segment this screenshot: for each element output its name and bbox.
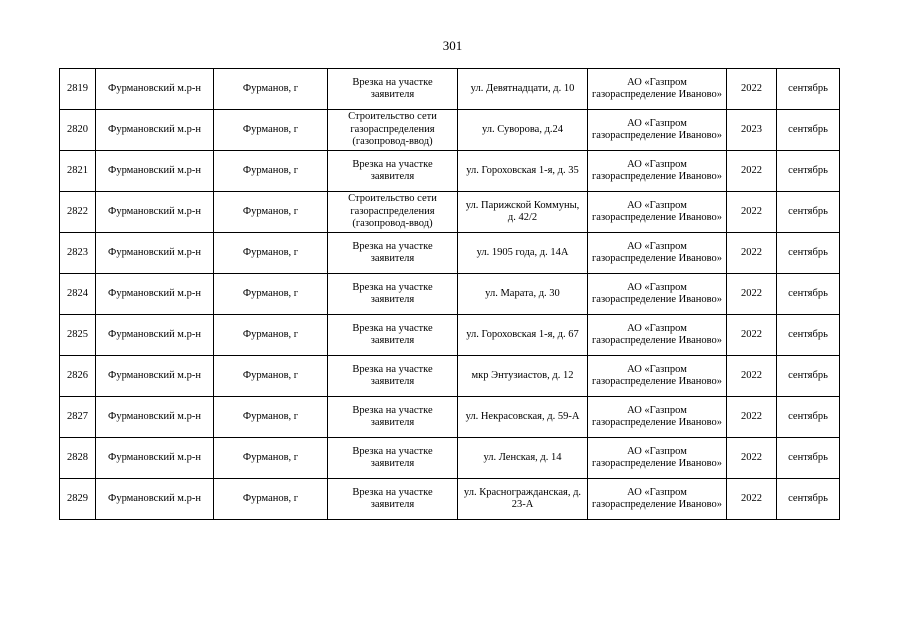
address-cell: ул. Марата, д. 30 <box>458 274 588 315</box>
month-cell: сентябрь <box>777 397 840 438</box>
row-number: 2826 <box>60 356 96 397</box>
month-cell: сентябрь <box>777 356 840 397</box>
address-cell: ул. Суворова, д.24 <box>458 110 588 151</box>
table-row <box>60 274 840 315</box>
organization-cell: АО «Газпром газораспределение Иваново» <box>588 315 727 356</box>
month-cell: сентябрь <box>777 192 840 233</box>
month-cell: сентябрь <box>777 438 840 479</box>
table-row <box>60 151 840 192</box>
gas-connection-table <box>59 68 840 520</box>
table-row <box>60 69 840 110</box>
month-cell: сентябрь <box>777 315 840 356</box>
city-cell: Фурманов, г <box>214 110 328 151</box>
address-cell: ул. 1905 года, д. 14А <box>458 233 588 274</box>
address-cell: ул. Девятнадцати, д. 10 <box>458 69 588 110</box>
address-cell: мкр Энтузиастов, д. 12 <box>458 356 588 397</box>
year-cell: 2022 <box>727 274 777 315</box>
city-cell: Фурманов, г <box>214 274 328 315</box>
work-type-cell: Врезка на участке заявителя <box>328 274 458 315</box>
work-type-cell: Строительство сети газораспределения (газопровод-ввод) <box>328 110 458 151</box>
year-cell: 2022 <box>727 151 777 192</box>
row-number: 2827 <box>60 397 96 438</box>
year-cell: 2022 <box>727 192 777 233</box>
table-row <box>60 315 840 356</box>
month-cell: сентябрь <box>777 110 840 151</box>
year-cell: 2022 <box>727 479 777 520</box>
work-type-cell: Врезка на участке заявителя <box>328 479 458 520</box>
district-cell: Фурмановский м.р-н <box>96 110 214 151</box>
city-cell: Фурманов, г <box>214 69 328 110</box>
organization-cell: АО «Газпром газораспределение Иваново» <box>588 69 727 110</box>
city-cell: Фурманов, г <box>214 479 328 520</box>
address-cell: ул. Парижской Коммуны, д. 42/2 <box>458 192 588 233</box>
district-cell: Фурмановский м.р-н <box>96 356 214 397</box>
work-type-cell: Врезка на участке заявителя <box>328 315 458 356</box>
row-number: 2829 <box>60 479 96 520</box>
table-row <box>60 397 840 438</box>
city-cell: Фурманов, г <box>214 356 328 397</box>
row-number: 2819 <box>60 69 96 110</box>
row-number: 2828 <box>60 438 96 479</box>
address-cell: ул. Гороховская 1-я, д. 35 <box>458 151 588 192</box>
year-cell: 2022 <box>727 233 777 274</box>
table-row <box>60 356 840 397</box>
district-cell: Фурмановский м.р-н <box>96 438 214 479</box>
month-cell: сентябрь <box>777 274 840 315</box>
page-number: 301 <box>442 38 463 53</box>
address-cell: ул. Красногражданская, д. 23-А <box>458 479 588 520</box>
city-cell: Фурманов, г <box>214 397 328 438</box>
address-cell: ул. Ленская, д. 14 <box>458 438 588 479</box>
district-cell: Фурмановский м.р-н <box>96 315 214 356</box>
city-cell: Фурманов, г <box>214 233 328 274</box>
table-row <box>60 192 840 233</box>
work-type-cell: Строительство сети газораспределения (газопровод-ввод) <box>328 192 458 233</box>
year-cell: 2022 <box>727 356 777 397</box>
row-number: 2822 <box>60 192 96 233</box>
organization-cell: АО «Газпром газораспределение Иваново» <box>588 397 727 438</box>
work-type-cell: Врезка на участке заявителя <box>328 356 458 397</box>
year-cell: 2022 <box>727 69 777 110</box>
row-number: 2820 <box>60 110 96 151</box>
district-cell: Фурмановский м.р-н <box>96 479 214 520</box>
city-cell: Фурманов, г <box>214 192 328 233</box>
organization-cell: АО «Газпром газораспределение Иваново» <box>588 110 727 151</box>
work-type-cell: Врезка на участке заявителя <box>328 397 458 438</box>
table-row <box>60 233 840 274</box>
district-cell: Фурмановский м.р-н <box>96 69 214 110</box>
month-cell: сентябрь <box>777 151 840 192</box>
row-number: 2825 <box>60 315 96 356</box>
month-cell: сентябрь <box>777 69 840 110</box>
organization-cell: АО «Газпром газораспределение Иваново» <box>588 438 727 479</box>
district-cell: Фурмановский м.р-н <box>96 192 214 233</box>
organization-cell: АО «Газпром газораспределение Иваново» <box>588 274 727 315</box>
year-cell: 2022 <box>727 315 777 356</box>
row-number: 2821 <box>60 151 96 192</box>
work-type-cell: Врезка на участке заявителя <box>328 233 458 274</box>
row-number: 2823 <box>60 233 96 274</box>
district-cell: Фурмановский м.р-н <box>96 233 214 274</box>
table-row <box>60 438 840 479</box>
year-cell: 2022 <box>727 438 777 479</box>
table-row <box>60 479 840 520</box>
work-type-cell: Врезка на участке заявителя <box>328 438 458 479</box>
year-cell: 2023 <box>727 110 777 151</box>
district-cell: Фурмановский м.р-н <box>96 274 214 315</box>
organization-cell: АО «Газпром газораспределение Иваново» <box>588 151 727 192</box>
month-cell: сентябрь <box>777 479 840 520</box>
organization-cell: АО «Газпром газораспределение Иваново» <box>588 233 727 274</box>
month-cell: сентябрь <box>777 233 840 274</box>
district-cell: Фурмановский м.р-н <box>96 397 214 438</box>
table-row <box>60 110 840 151</box>
year-cell: 2022 <box>727 397 777 438</box>
address-cell: ул. Некрасовская, д. 59-А <box>458 397 588 438</box>
work-type-cell: Врезка на участке заявителя <box>328 69 458 110</box>
organization-cell: АО «Газпром газораспределение Иваново» <box>588 479 727 520</box>
city-cell: Фурманов, г <box>214 438 328 479</box>
city-cell: Фурманов, г <box>214 151 328 192</box>
row-number: 2824 <box>60 274 96 315</box>
work-type-cell: Врезка на участке заявителя <box>328 151 458 192</box>
address-cell: ул. Гороховская 1-я, д. 67 <box>458 315 588 356</box>
district-cell: Фурмановский м.р-н <box>96 151 214 192</box>
organization-cell: АО «Газпром газораспределение Иваново» <box>588 356 727 397</box>
organization-cell: АО «Газпром газораспределение Иваново» <box>588 192 727 233</box>
city-cell: Фурманов, г <box>214 315 328 356</box>
